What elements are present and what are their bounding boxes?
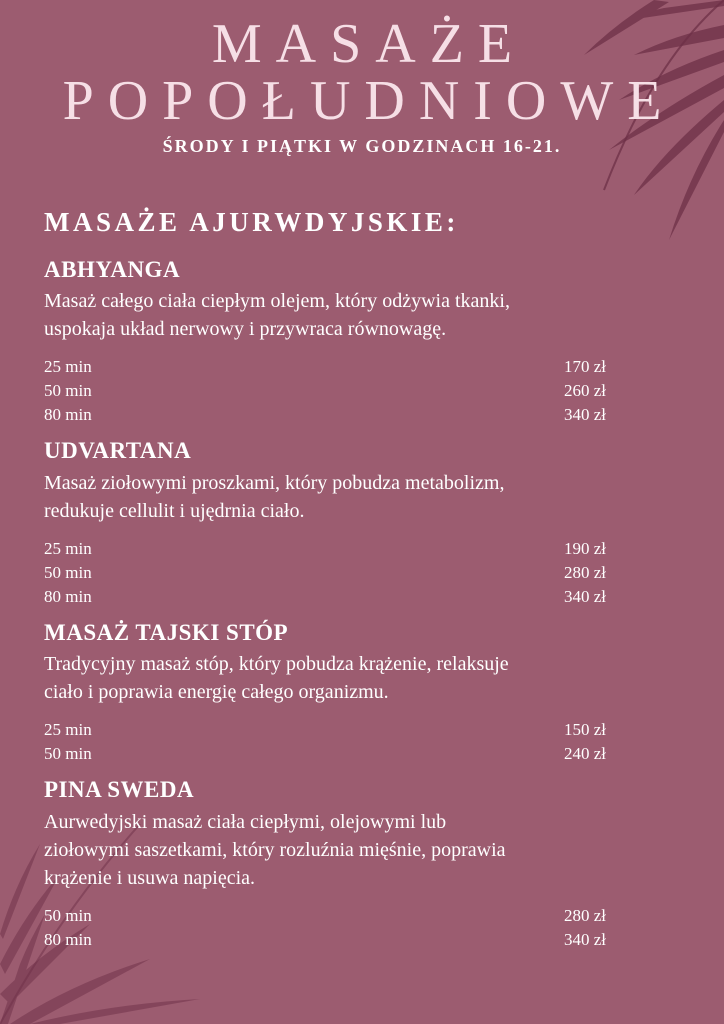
price: 340 zł (563, 405, 606, 425)
service-description (44, 469, 624, 525)
service-name: ABHYANGA (44, 256, 181, 282)
description-line: krążenie i usuwa napięcia. (44, 867, 256, 890)
duration: 50 min (44, 381, 92, 401)
service-thai-foot-massage (44, 619, 624, 767)
price-row (44, 379, 606, 403)
price-row (44, 585, 606, 609)
price: 340 zł (563, 930, 606, 950)
price-row (44, 904, 606, 928)
price-list (44, 355, 606, 427)
duration: 80 min (44, 586, 92, 606)
description-line: Masaż ziołowymi proszkami, który pobudza metabolizm, (44, 471, 505, 494)
price: 240 zł (563, 744, 606, 764)
service-pina-sweda (44, 776, 624, 952)
service-description (44, 287, 624, 343)
price-list (44, 904, 606, 952)
description-line: redukuje cellulit i ujędrnia ciało. (44, 499, 305, 522)
description-line: ciało i poprawia energię całego organizmu. (44, 681, 389, 704)
duration: 50 min (44, 744, 92, 764)
price: 260 zł (563, 381, 606, 401)
price: 280 zł (563, 906, 606, 926)
service-description (44, 808, 624, 892)
description-line: Masaż całego ciała ciepłym olejem, który odżywia tkanki, (44, 290, 510, 313)
duration: 25 min (44, 357, 92, 377)
description-line: Tradycyjny masaż stóp, który pobudza krążenie, relaksuje (44, 653, 509, 676)
service-name: UDVARTANA (44, 438, 192, 464)
description-line: Aurwedyjski masaż ciała ciepłymi, olejowymi lub (44, 811, 447, 834)
price-row (44, 355, 606, 379)
duration: 50 min (44, 562, 92, 582)
price: 150 zł (563, 720, 606, 740)
page-title-line2: POPOŁUDNIOWE (62, 70, 676, 132)
duration: 25 min (44, 538, 92, 558)
schedule-subtitle: ŚRODY I PIĄTKI W GODZINACH 16-21. (162, 136, 562, 156)
service-name: MASAŻ TAJSKI STÓP (44, 619, 289, 645)
duration: 25 min (44, 720, 92, 740)
service-description (44, 650, 624, 706)
price-list (44, 537, 606, 609)
price-list (44, 718, 606, 766)
description-line: uspokaja układ nerwowy i przywraca równowagę. (44, 318, 447, 341)
price: 280 zł (563, 562, 606, 582)
price-row (44, 561, 606, 585)
section-heading: MASAŻE AJURWDYJSKIE: (44, 207, 459, 237)
price: 170 zł (563, 357, 606, 377)
price: 340 zł (563, 586, 606, 606)
price: 190 zł (563, 538, 606, 558)
price-row (44, 718, 606, 742)
price-row (44, 742, 606, 766)
price-row (44, 403, 606, 427)
price-row (44, 928, 606, 952)
service-abhyanga (44, 256, 624, 428)
menu-content (44, 208, 624, 962)
service-name: PINA SWEDA (44, 777, 195, 803)
duration: 50 min (44, 906, 92, 926)
page-title-line1: MASAŻE (211, 13, 527, 75)
description-line: ziołowymi saszetkami, który rozluźnia mięśnie, poprawia (44, 839, 506, 862)
duration: 80 min (44, 405, 92, 425)
price-row (44, 537, 606, 561)
duration: 80 min (44, 930, 92, 950)
service-udvartana (44, 437, 624, 609)
